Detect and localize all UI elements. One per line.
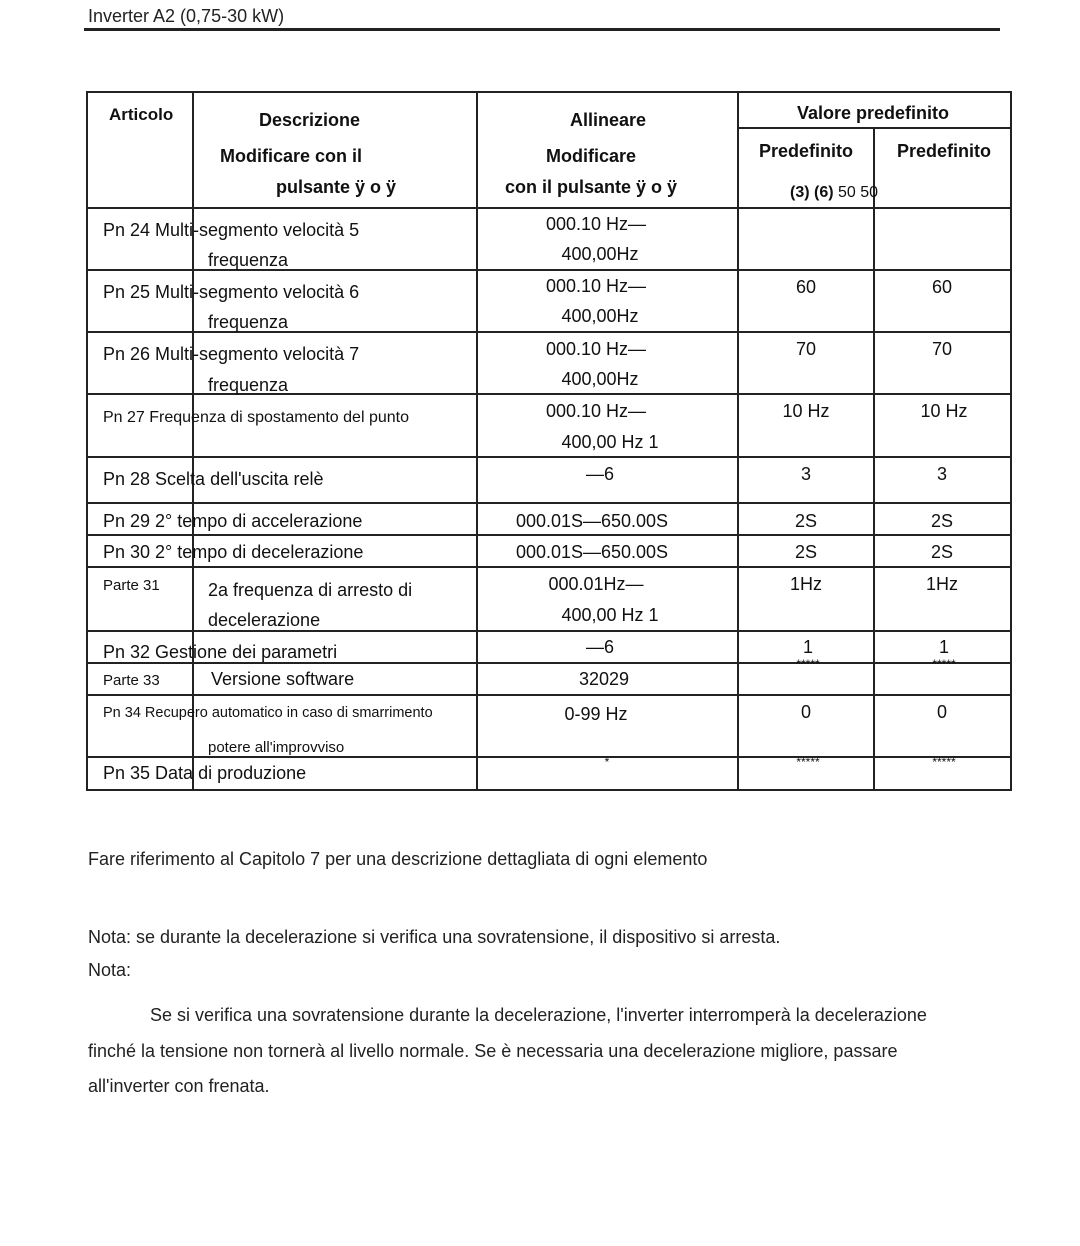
col-header-descrizione-sub2: pulsante ÿ o ÿ <box>276 177 397 197</box>
row-desc: frequenza <box>208 375 289 395</box>
row-default-2: 3 <box>936 464 948 484</box>
col-header-predefinito-2: Predefinito <box>896 141 992 161</box>
predefinito-note-val2: 50 <box>860 184 879 201</box>
document-title: Inverter A2 (0,75-30 kW) <box>88 6 285 26</box>
row-item: Parte 33 <box>103 672 160 689</box>
column-divider <box>192 91 194 791</box>
row-range: 000.01S—650.00S <box>515 511 669 531</box>
row-default-2: ***** <box>932 755 956 769</box>
predefinito-note-val1: 50 <box>838 184 856 201</box>
parameter-table <box>86 91 1012 791</box>
note-paragraph-line-3: all'inverter con frenata. <box>88 1076 270 1096</box>
row-item: Pn 30 2° tempo di decelerazione <box>103 542 364 562</box>
row-default-1: 10 Hz <box>782 401 830 421</box>
table-border-top <box>86 91 1012 93</box>
row-default-1: ***** <box>796 755 820 769</box>
row-range: 000.10 Hz— <box>545 276 647 296</box>
table-border-right <box>1010 91 1012 791</box>
note-2-label: Nota: <box>88 960 132 980</box>
row-item: Pn 35 Data di produzione <box>103 763 307 783</box>
row-item: Pn 29 2° tempo di accelerazione <box>103 511 363 531</box>
row-default-2: 2S <box>930 511 954 531</box>
row-range: —6 <box>585 637 615 657</box>
row-item: Pn 27 Frequenza di spostamento del punto <box>103 409 409 426</box>
table-border-left <box>86 91 88 791</box>
note-1: Nota: se durante la decelerazione si verifica una sovratensione, il dispositivo si arresta. <box>88 927 781 947</box>
row-default-2: 60 <box>931 277 953 297</box>
predefinito-note <box>790 184 878 202</box>
row-desc: frequenza <box>208 312 289 332</box>
row-item: Parte 31 <box>103 577 160 594</box>
row-default-2: 1Hz <box>925 574 959 594</box>
row-default-1: 2S <box>794 511 818 531</box>
row-range-2: 400,00 Hz 1 <box>561 432 659 452</box>
note-paragraph-line-2: finché la tensione non tornerà al livello normale. Se è necessaria una decelerazione migliore, passare <box>88 1041 898 1061</box>
row-desc: 2a frequenza di arresto di <box>208 580 413 600</box>
row-range-2: 400,00Hz <box>561 306 639 326</box>
row-range: —6 <box>585 464 615 484</box>
row-default-2: 0 <box>936 702 948 722</box>
row-default-2: 70 <box>931 339 953 359</box>
col-header-allineare-sub1: Modificare <box>545 146 637 166</box>
row-item: Pn 25 Multi-segmento velocità 6 <box>103 282 360 302</box>
row-default-1: ***** <box>796 657 820 671</box>
note-paragraph-line-1: Se si verifica una sovratensione durante la decelerazione, l'inverter interromperà la decelerazione <box>150 1005 927 1025</box>
column-divider <box>737 91 739 791</box>
col-header-valore-predefinito: Valore predefinito <box>796 103 950 123</box>
header-subdivider <box>738 127 1012 129</box>
header-divider <box>84 28 1000 31</box>
col-header-predefinito-1: Predefinito <box>758 141 854 161</box>
row-range-2: 400,00Hz <box>561 244 639 264</box>
chapter-reference: Fare riferimento al Capitolo 7 per una descrizione dettagliata di ogni elemento <box>88 849 708 869</box>
col-header-allineare: Allineare <box>569 110 647 130</box>
row-desc: Versione software <box>211 669 355 689</box>
column-divider <box>873 127 875 791</box>
row-default-1: 1Hz <box>789 574 823 594</box>
row-default-2: ***** <box>932 657 956 671</box>
col-header-descrizione-sub1: Modificare con il <box>220 146 363 166</box>
row-item: Pn 32 Gestione dei parametri <box>103 642 338 662</box>
row-item: Pn 24 Multi-segmento velocità 5 <box>103 220 360 240</box>
row-default-1: 0 <box>800 702 812 722</box>
row-default-2: 1 <box>938 637 950 657</box>
row-range: * <box>604 755 610 769</box>
row-desc: potere all'improvviso <box>208 739 345 756</box>
row-range: 000.10 Hz— <box>545 401 647 421</box>
col-header-articolo: Articolo <box>109 105 174 124</box>
predefinito-note-bold: (3) (6) <box>790 184 834 201</box>
row-default-2: 10 Hz <box>920 401 968 421</box>
row-range: 0-99 Hz <box>564 704 628 724</box>
row-item: Pn 28 Scelta dell'uscita relè <box>103 469 324 489</box>
row-desc-2: decelerazione <box>208 610 321 630</box>
row-range: 000.10 Hz— <box>545 214 647 234</box>
row-default-2: 2S <box>930 542 954 562</box>
row-default-1: 2S <box>794 542 818 562</box>
row-item: Pn 26 Multi-segmento velocità 7 <box>103 344 360 364</box>
col-header-descrizione: Descrizione <box>259 110 361 130</box>
col-header-allineare-sub2: con il pulsante ÿ o ÿ <box>504 177 678 197</box>
row-default-1: 60 <box>795 277 817 297</box>
row-range: 000.01Hz— <box>548 574 644 594</box>
row-default-1: 70 <box>795 339 817 359</box>
row-range-2: 400,00 Hz 1 <box>561 605 659 625</box>
row-item: Pn 34 Recupero automatico in caso di smarrimento <box>103 705 433 721</box>
row-range-2: 400,00Hz <box>561 369 639 389</box>
column-divider <box>476 91 478 791</box>
row-desc: frequenza <box>208 250 289 270</box>
row-range: 000.01S—650.00S <box>515 542 669 562</box>
row-default-1: 1 <box>802 637 814 657</box>
row-range: 32029 <box>578 669 630 689</box>
row-range: 000.10 Hz— <box>545 339 647 359</box>
row-default-1: 3 <box>800 464 812 484</box>
